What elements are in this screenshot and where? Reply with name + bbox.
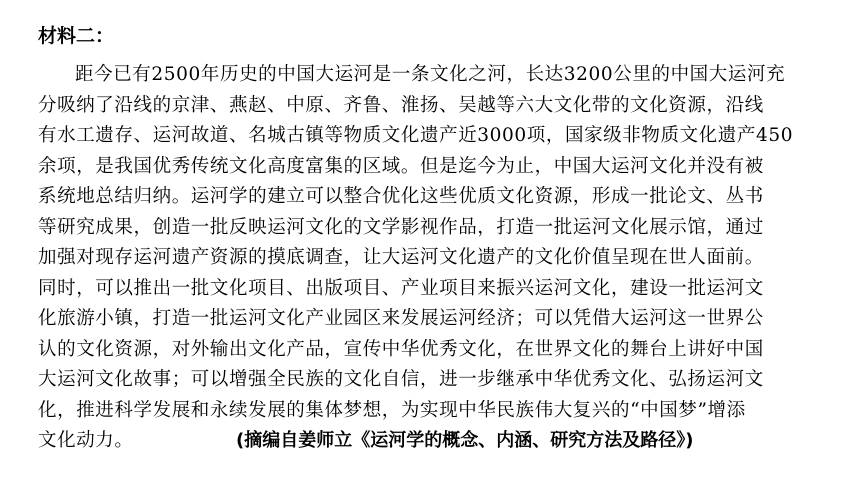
passage-line: 余项，是我国优秀传统文化高度富集的区域。但是迄今为止，中国大运河文化并没有被 (38, 155, 764, 177)
passage-line: 有水工遗存、运河故道、名城古镇等物质文化遗产近3000项，国家级非物质文化遗产450 (38, 125, 794, 146)
source-citation: (摘编自姜师立《运河学的概念、内涵、研究方法及路径》) (236, 430, 694, 451)
passage-line: 加强对现存运河遗产资源的摸底调查，让大运河文化遗产的文化价值呈现在世人面前。 (38, 247, 764, 268)
passage-body (38, 60, 828, 457)
passage-line: 分吸纳了沿线的京津、燕赵、中原、齐鲁、淮扬、吴越等六大文化带的文化资源，沿线 (38, 94, 764, 116)
passage-line: 认的文化资源，对外输出文化产品，宣传中华优秀文化，在世界文化的舞台上讲好中国 (38, 338, 764, 360)
passage-last-line (38, 426, 828, 457)
passage-line: 大运河文化故事；可以增强全民族的文化自信，进一步继承中华优秀文化、弘扬运河文 (38, 369, 764, 390)
passage-line: 等研究成果，创造一批反映运河文化的文学影视作品，打造一批运河文化展示馆，通过 (38, 216, 764, 238)
passage-line: 系统地总结归纳。运河学的建立可以整合优化这些优质文化资源，形成一批论文、丛书 (38, 186, 764, 207)
passage-line: 距今已有2500年历史的中国大运河是一条文化之河，长达3200公里的中国大运河充 (75, 64, 786, 85)
passage-line: 化旅游小镇，打造一批运河文化产业园区来发展运河经济；可以凭借大运河这一世界公 (38, 308, 764, 329)
passage-last-text: 文化动力。 (38, 430, 134, 451)
material-heading: 材料二： (38, 25, 115, 47)
passage-line: 化，推进科学发展和永续发展的集体梦想，为实现中华民族伟大复兴的“中国梦”增添 (38, 399, 746, 421)
passage-line: 同时，可以推出一批文化项目、出版项目、产业项目来振兴运河文化，建设一批运河文 (38, 277, 764, 299)
